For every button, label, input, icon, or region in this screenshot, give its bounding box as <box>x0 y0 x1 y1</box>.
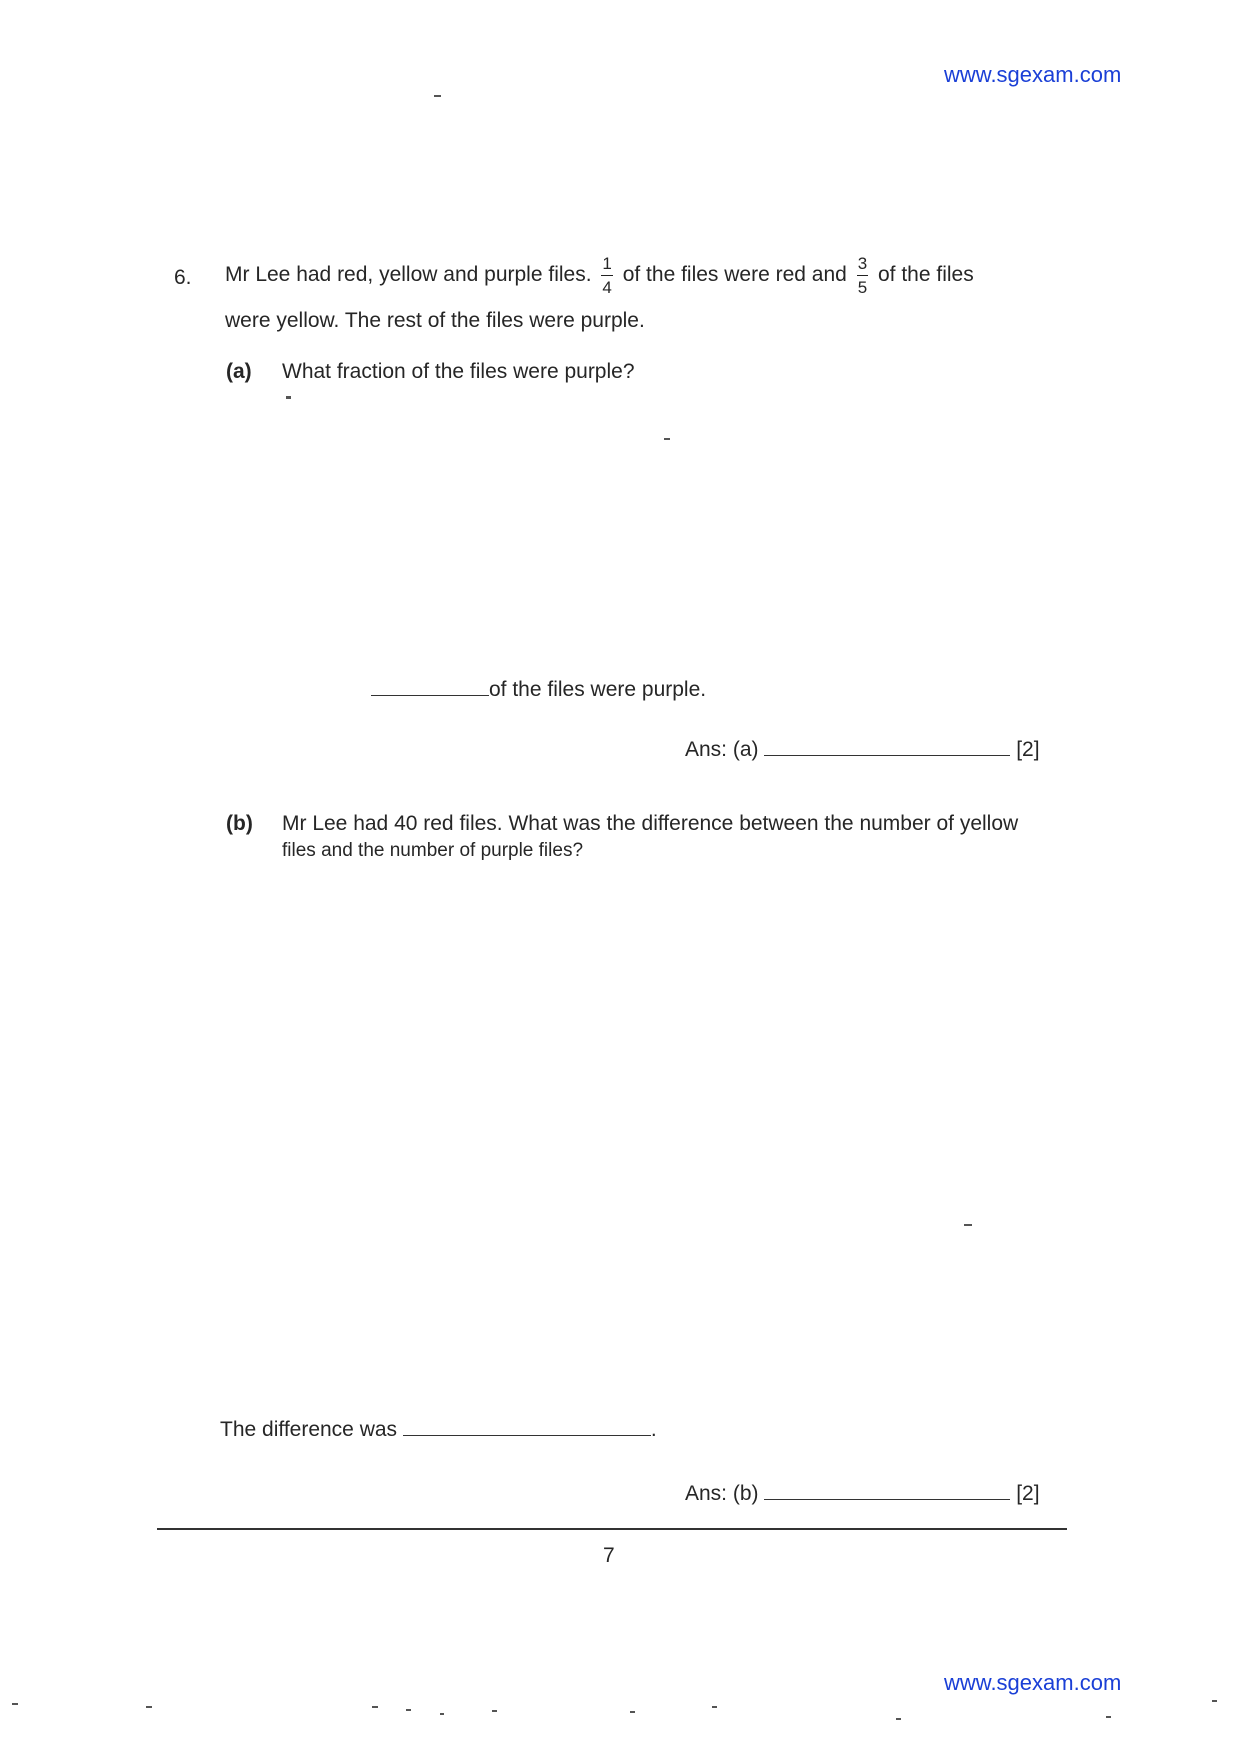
scan-speck <box>492 1710 497 1712</box>
fraction-red-numerator: 1 <box>602 253 612 273</box>
fraction-yellow <box>857 255 868 296</box>
fraction-bar <box>601 275 612 276</box>
scan-speck <box>712 1706 717 1708</box>
part-b-ans-label: Ans: (b) <box>685 1482 759 1505</box>
footer-divider <box>157 1528 1067 1530</box>
part-a-label: (a) <box>226 360 252 383</box>
fraction-yellow-denominator: 5 <box>857 277 868 297</box>
part-a-question: What fraction of the files were purple? <box>282 360 635 383</box>
question-stem-line2: were yellow. The rest of the files were purple. <box>225 309 645 332</box>
question-number: 6. <box>174 266 192 289</box>
part-b-blank[interactable] <box>403 1415 651 1436</box>
scan-speck <box>372 1706 378 1708</box>
part-b-label: (b) <box>226 812 253 835</box>
scan-speck <box>434 95 441 97</box>
part-b-answer-line <box>685 1479 1040 1506</box>
part-a-blank[interactable] <box>371 675 489 696</box>
page-number: 7 <box>603 1544 615 1567</box>
part-a-fill-in-text: of the files were purple. <box>489 678 707 701</box>
part-a-ans-label: Ans: (a) <box>685 738 759 761</box>
question-stem-line1 <box>225 252 974 298</box>
fraction-red-denominator: 4 <box>602 277 612 297</box>
part-b-fill-in-prefix: The difference was <box>220 1418 398 1441</box>
scan-speck <box>1212 1700 1217 1702</box>
scan-speck <box>896 1718 901 1720</box>
scan-speck <box>964 1224 972 1226</box>
part-a-fill-in <box>371 675 706 702</box>
website-link-top[interactable]: www.sgexam.com <box>944 62 1122 87</box>
part-b-answer-blank[interactable] <box>764 1479 1010 1500</box>
part-b-fill-in-suffix: . <box>650 1418 657 1441</box>
question-stem-part2: of the files were red and <box>622 263 847 286</box>
scan-speck <box>664 438 670 440</box>
scan-speck <box>440 1713 444 1715</box>
question-stem-part1: Mr Lee had red, yellow and purple files. <box>225 263 592 286</box>
fraction-red <box>601 255 612 296</box>
scan-speck <box>286 396 291 399</box>
scan-speck <box>1106 1716 1111 1718</box>
scan-speck <box>12 1703 18 1705</box>
question-stem-part3: of the files <box>878 263 974 286</box>
fraction-yellow-numerator: 3 <box>857 253 868 273</box>
website-link-bottom[interactable]: www.sgexam.com <box>944 1670 1122 1695</box>
part-a-answer-line <box>685 735 1040 762</box>
part-a-answer-blank[interactable] <box>764 735 1010 756</box>
part-b-fill-in <box>220 1415 657 1442</box>
fraction-bar <box>857 275 868 276</box>
part-b-question-line1: Mr Lee had 40 red files. What was the difference between the number of yellow <box>282 812 1019 835</box>
part-b-question-line2: files and the number of purple files? <box>282 840 584 861</box>
part-a-marks: [2] <box>1016 738 1040 761</box>
part-b-marks: [2] <box>1016 1482 1040 1505</box>
scan-speck <box>630 1711 635 1713</box>
scan-speck <box>146 1706 152 1708</box>
scan-speck <box>406 1709 411 1711</box>
